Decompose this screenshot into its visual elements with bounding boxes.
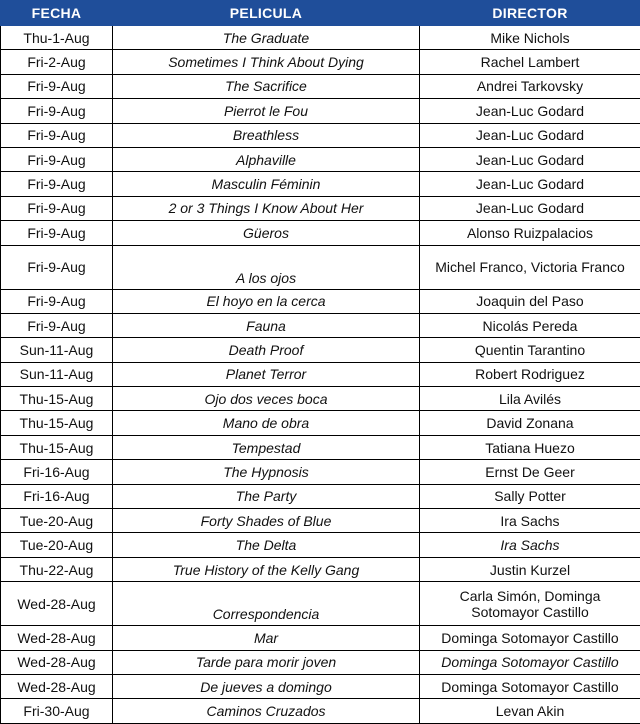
table-row	[1, 313, 640, 337]
table-row	[1, 123, 640, 147]
cell-director: Justin Kurzel	[420, 557, 640, 581]
cell-fecha: Fri-16-Aug	[1, 484, 113, 508]
table-header	[1, 1, 640, 26]
cell-fecha: Fri-30-Aug	[1, 699, 113, 723]
cell-pelicula: The Sacrifice	[113, 74, 420, 98]
table-row	[1, 484, 640, 508]
cell-pelicula: Breathless	[113, 123, 420, 147]
cell-fecha: Thu-1-Aug	[1, 26, 113, 50]
cell-director: Ernst De Geer	[420, 460, 640, 484]
cell-fecha: Fri-2-Aug	[1, 50, 113, 74]
cell-director: Quentin Tarantino	[420, 338, 640, 362]
table-row	[1, 435, 640, 459]
table-row	[1, 387, 640, 411]
cell-fecha: Tue-20-Aug	[1, 533, 113, 557]
table-row	[1, 221, 640, 245]
cell-director: Dominga Sotomayor Castillo	[420, 674, 640, 698]
cell-pelicula: Planet Terror	[113, 362, 420, 386]
cell-pelicula: The Hypnosis	[113, 460, 420, 484]
table-row	[1, 699, 640, 723]
cell-director: Levan Akin	[420, 699, 640, 723]
table-body	[1, 26, 640, 724]
cell-pelicula: Caminos Cruzados	[113, 699, 420, 723]
table-row	[1, 50, 640, 74]
cell-fecha: Thu-15-Aug	[1, 387, 113, 411]
cell-pelicula: The Graduate	[113, 26, 420, 50]
cell-director: Tatiana Huezo	[420, 435, 640, 459]
table-row	[1, 509, 640, 533]
cell-fecha: Thu-15-Aug	[1, 411, 113, 435]
cell-fecha: Wed-28-Aug	[1, 582, 113, 626]
cell-pelicula: The Party	[113, 484, 420, 508]
table-row	[1, 147, 640, 171]
cell-pelicula: Pierrot le Fou	[113, 99, 420, 123]
cell-director: David Zonana	[420, 411, 640, 435]
cell-director: Jean-Luc Godard	[420, 123, 640, 147]
cell-pelicula: Death Proof	[113, 338, 420, 362]
cell-fecha: Fri-9-Aug	[1, 289, 113, 313]
table-row	[1, 362, 640, 386]
cell-director: Michel Franco, Victoria Franco	[420, 245, 640, 289]
cell-pelicula: 2 or 3 Things I Know About Her	[113, 196, 420, 220]
cell-pelicula: Alphaville	[113, 147, 420, 171]
table-row	[1, 74, 640, 98]
table-row	[1, 338, 640, 362]
cell-director: Nicolás Pereda	[420, 313, 640, 337]
cell-pelicula: Ojo dos veces boca	[113, 387, 420, 411]
cell-pelicula: Tarde para morir joven	[113, 650, 420, 674]
cell-pelicula: Forty Shades of Blue	[113, 509, 420, 533]
cell-fecha: Fri-9-Aug	[1, 147, 113, 171]
cell-pelicula: Güeros	[113, 221, 420, 245]
table-row	[1, 289, 640, 313]
cell-director: Lila Avilés	[420, 387, 640, 411]
cell-pelicula: De jueves a domingo	[113, 674, 420, 698]
table-row	[1, 99, 640, 123]
table-row	[1, 582, 640, 626]
cell-fecha: Fri-9-Aug	[1, 221, 113, 245]
cell-director: Mike Nichols	[420, 26, 640, 50]
cell-pelicula: Fauna	[113, 313, 420, 337]
table-row	[1, 26, 640, 50]
table-row	[1, 533, 640, 557]
cell-director: Alonso Ruizpalacios	[420, 221, 640, 245]
cell-fecha: Thu-22-Aug	[1, 557, 113, 581]
cell-fecha: Thu-15-Aug	[1, 435, 113, 459]
table-row	[1, 674, 640, 698]
header-fecha: FECHA	[1, 1, 113, 26]
cell-fecha: Fri-9-Aug	[1, 172, 113, 196]
cell-pelicula: Correspondencia	[113, 582, 420, 626]
cell-pelicula: The Delta	[113, 533, 420, 557]
table-row	[1, 411, 640, 435]
cell-fecha: Fri-9-Aug	[1, 123, 113, 147]
table-row	[1, 557, 640, 581]
cell-fecha: Sun-11-Aug	[1, 338, 113, 362]
cell-pelicula: True History of the Kelly Gang	[113, 557, 420, 581]
cell-director: Jean-Luc Godard	[420, 147, 640, 171]
cell-director: Jean-Luc Godard	[420, 99, 640, 123]
cell-pelicula: Mano de obra	[113, 411, 420, 435]
cell-fecha: Tue-20-Aug	[1, 509, 113, 533]
table-row	[1, 172, 640, 196]
cell-fecha: Sun-11-Aug	[1, 362, 113, 386]
header-row	[1, 1, 640, 26]
cell-director: Jean-Luc Godard	[420, 196, 640, 220]
header-pelicula: PELICULA	[113, 1, 420, 26]
header-director: DIRECTOR	[420, 1, 640, 26]
cell-director: Jean-Luc Godard	[420, 172, 640, 196]
table-row	[1, 650, 640, 674]
cell-director: Joaquin del Paso	[420, 289, 640, 313]
cell-director: Rachel Lambert	[420, 50, 640, 74]
cell-director: Ira Sachs	[420, 509, 640, 533]
table-row	[1, 196, 640, 220]
cell-pelicula: Masculin Féminin	[113, 172, 420, 196]
cell-director: Dominga Sotomayor Castillo	[420, 626, 640, 650]
cell-director: Andrei Tarkovsky	[420, 74, 640, 98]
cell-fecha: Fri-9-Aug	[1, 313, 113, 337]
cell-fecha: Wed-28-Aug	[1, 650, 113, 674]
cell-fecha: Wed-28-Aug	[1, 626, 113, 650]
cell-pelicula: Tempestad	[113, 435, 420, 459]
cell-pelicula: El hoyo en la cerca	[113, 289, 420, 313]
cell-fecha: Fri-16-Aug	[1, 460, 113, 484]
cell-pelicula: Sometimes I Think About Dying	[113, 50, 420, 74]
cell-director: Robert Rodriguez	[420, 362, 640, 386]
cell-pelicula: Mar	[113, 626, 420, 650]
cell-pelicula: A los ojos	[113, 245, 420, 289]
cell-fecha: Wed-28-Aug	[1, 674, 113, 698]
cell-director: Carla Simón, Dominga Sotomayor Castillo	[420, 582, 640, 626]
cell-director: Dominga Sotomayor Castillo	[420, 650, 640, 674]
table-row	[1, 245, 640, 289]
cell-fecha: Fri-9-Aug	[1, 196, 113, 220]
table-row	[1, 626, 640, 650]
cell-fecha: Fri-9-Aug	[1, 99, 113, 123]
cell-fecha: Fri-9-Aug	[1, 74, 113, 98]
cell-director: Sally Potter	[420, 484, 640, 508]
cell-fecha: Fri-9-Aug	[1, 245, 113, 289]
table-row	[1, 460, 640, 484]
cell-director: Ira Sachs	[420, 533, 640, 557]
